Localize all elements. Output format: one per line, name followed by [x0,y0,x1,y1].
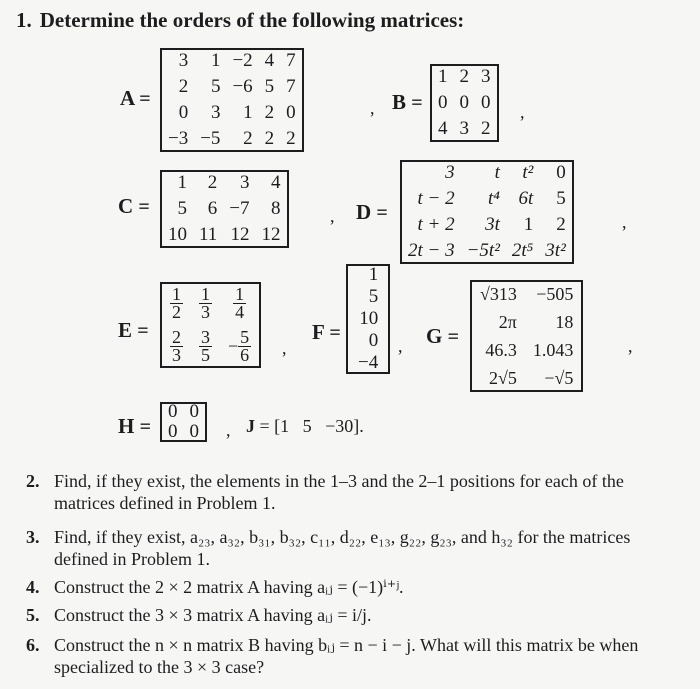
problem-text: Construct the n × n matrix B having bᵢⱼ = n − i − j. What will this matrix be when specialized to the 3 × 3 case? [54,635,639,677]
matrix-b-label: B = [392,90,423,114]
matrix-d-cell: 5 [556,188,566,209]
matrix-f-cell: 10 [359,308,379,329]
matrix-c-cell: −7 [229,198,250,219]
matrix-g-label: G = [426,324,459,348]
matrix-c-cell: 2 [207,172,218,193]
matrix-d-cell: 3t [485,214,500,235]
matrix-h-cell: 0 [168,401,178,422]
matrix-c-cell: 6 [207,198,218,219]
matrix-d-cell: t [494,162,500,183]
separator-comma: , [628,336,633,356]
separator-comma: , [226,420,231,440]
matrix-f-cell: −4 [358,352,379,373]
matrix-a-cell: −2 [232,50,253,71]
matrix-a-label: A = [120,86,151,110]
matrix-a-cell: 5 [210,76,221,97]
matrix-h-cell: 0 [168,421,178,442]
matrix-a-cell: 1 [243,102,253,123]
matrix-g-cell: √313 [480,284,517,304]
matrix-a-cell: 5 [264,76,275,97]
matrix-b-cell: 4 [438,118,448,139]
matrix-e-cell: $\frac{2}{3}$ [172,327,181,365]
matrix-e [160,282,261,368]
matrix-f-cell: 0 [368,330,379,351]
problem-1-heading [16,8,464,33]
separator-comma: , [370,98,375,118]
problem-text: Construct the 2 × 2 matrix A having aᵢⱼ = (−1)ⁱ⁺ʲ. [54,577,404,597]
matrix-a-cell: 3 [178,50,189,71]
matrix-c [160,170,289,248]
matrix-c-cell: 4 [271,172,281,193]
matrix-h [160,402,207,442]
matrix-a-cell: 7 [286,50,296,71]
matrix-a-cell: 2 [286,128,296,149]
matrix-a-cell: 0 [286,102,296,123]
matrix-g-cell: 46.3 [485,340,517,360]
problem-5 [26,604,686,626]
matrix-b-cell: 3 [459,118,469,139]
matrix-d-cell: t⁴ [488,188,500,209]
matrix-d-cell: t − 2 [417,188,455,209]
separator-comma: , [398,336,403,356]
problem-number: 3. [26,527,40,547]
matrix-j: J = [1 5 −30]. [246,416,364,436]
problem-text: Construct the 3 × 3 matrix A having aᵢⱼ = i/j. [54,605,372,625]
matrix-a-cell: −6 [232,76,253,97]
separator-comma: , [330,206,335,226]
separator-comma: , [622,212,627,232]
matrix-h-cell: 0 [189,401,199,422]
matrix-d-cell: t + 2 [417,214,455,235]
matrix-c-cell: 5 [177,198,187,219]
matrix-a-cell: −3 [168,128,189,149]
matrix-e-cell: $\frac{1}{2}$ [172,284,181,322]
problem-1-text: Determine the orders of the following matrices: [39,8,465,32]
problem-4 [26,576,686,598]
matrix-c-cell: 3 [240,172,250,193]
matrix-a [160,48,304,152]
matrix-g [470,280,583,392]
matrix-d-cell: 2t⁵ [511,240,534,261]
matrix-d-cell: 2t − 3 [408,240,455,261]
matrix-a-cell: 2 [264,128,275,149]
matrix-h-label: H = [118,414,151,438]
matrix-c-label: C = [118,194,150,218]
matrix-f-label: F = [312,320,341,344]
matrix-b-cell: 3 [481,66,491,87]
matrix-f [346,264,390,374]
matrix-a-cell: 4 [264,50,275,71]
problem-1-number: 1. [16,8,32,32]
matrix-a-cell: −5 [200,128,221,149]
matrix-g-cell: 2√5 [489,368,517,388]
matrix-b-cell: 2 [459,66,469,87]
separator-comma: , [520,102,525,122]
matrix-e-cell: − $\frac{5}{6}$ [228,327,250,365]
matrix-b-cell: 1 [438,66,448,87]
matrix-g-cell: 1.043 [532,340,574,360]
matrix-c-cell: 12 [230,224,250,245]
matrix-c-cell: 10 [168,224,187,245]
matrix-d-cell: 3 [445,162,455,183]
matrix-c-cell: 11 [199,224,218,245]
matrix-b-cell: 0 [438,92,448,113]
problem-text: Find, if they exist, the elements in the 1–3 and the 2–1 positions for each of the matrices defined in Problem 1. [54,471,624,513]
matrix-d-cell: 6t [518,188,534,209]
problem-3 [26,526,686,570]
matrix-j-label: J [246,416,255,436]
matrix-d-label: D = [356,200,388,224]
matrix-e-label: E = [118,318,149,342]
matrix-d-cell: 1 [523,214,534,235]
matrix-h-cell: 0 [189,421,199,442]
matrix-d-cell: 2 [556,214,566,235]
matrix-d-cell: −5t² [466,240,500,261]
matrix-j-entries: [1 5 −30]. [274,416,364,436]
matrix-b-cell: 0 [459,92,469,113]
matrix-g-cell: −505 [536,284,574,304]
matrix-d [400,160,574,264]
matrix-c-cell: 1 [177,172,187,193]
matrix-a-cell: 0 [178,102,189,123]
matrix-a-cell: 2 [178,76,189,97]
matrix-d-cell: 3t² [545,240,566,261]
matrix-e-cell: $\frac{1}{4}$ [235,284,245,322]
problem-2 [26,470,686,514]
matrix-e-cell: $\frac{3}{5}$ [201,327,210,365]
matrix-b [430,64,499,142]
matrix-e-cell: $\frac{1}{3}$ [201,284,210,322]
separator-comma: , [282,338,287,358]
matrix-a-cell: 3 [210,102,221,123]
matrix-d-cell: t² [522,162,534,183]
matrix-g-cell: 18 [555,312,574,332]
matrix-d-cell: 0 [556,162,566,183]
problem-number: 6. [26,635,40,655]
problem-number: 4. [26,577,40,597]
matrix-f-cell: 5 [368,286,379,307]
matrix-a-cell: 7 [286,76,296,97]
matrix-f-cell: 1 [368,264,379,285]
problem-text: Find, if they exist, a₂₃, a₃₂, b₃₁, b₃₂, c₁₁, d₂₂, e₁₃, g₂₂, g₂₃, and h₃₂ for the matrices defined in Problem 1. [54,527,631,569]
matrix-c-cell: 8 [271,198,281,219]
matrix-a-cell: 1 [210,50,221,71]
problem-number: 5. [26,605,40,625]
matrix-g-cell: 2π [498,312,517,332]
problem-number: 2. [26,471,40,491]
matrix-g-cell: −√5 [544,368,574,388]
matrix-b-cell: 2 [481,118,491,139]
matrix-a-cell: 2 [264,102,275,123]
matrix-b-cell: 0 [481,92,491,113]
problem-6 [26,634,686,678]
matrix-a-cell: 2 [243,128,253,149]
matrix-c-cell: 12 [261,224,281,245]
